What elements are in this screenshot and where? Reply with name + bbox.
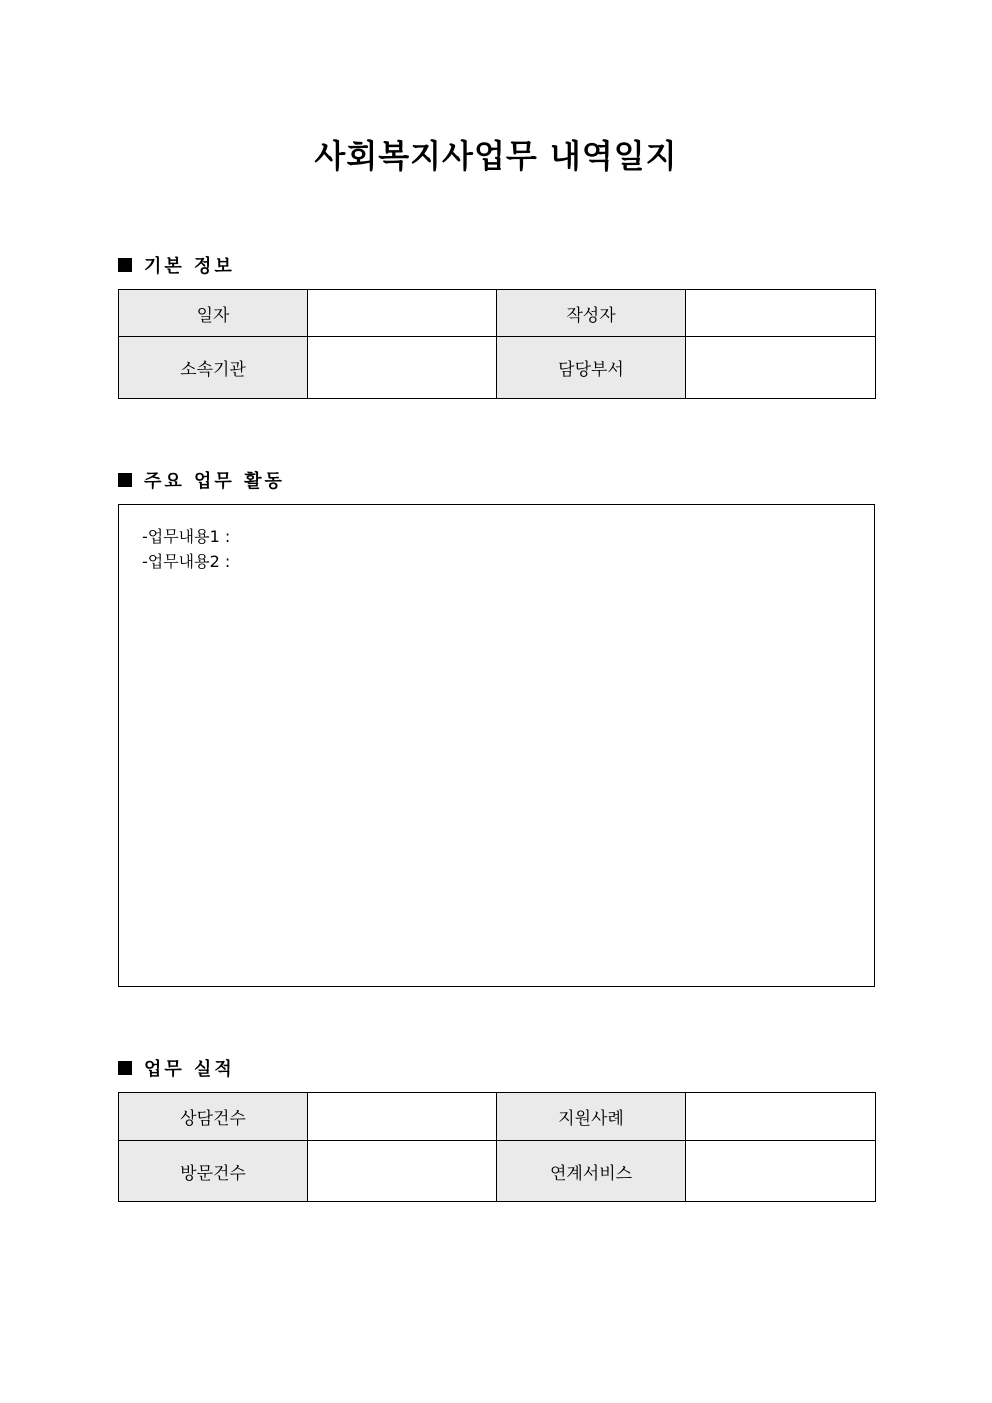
table-row: [119, 1141, 876, 1202]
organization-label: 소속기관: [119, 337, 308, 399]
consultation-count-field[interactable]: [308, 1093, 497, 1141]
square-bullet-icon: [118, 1061, 132, 1075]
section-heading-performance: [118, 1055, 235, 1081]
visit-count-field[interactable]: [308, 1141, 497, 1202]
linked-services-field[interactable]: [686, 1141, 876, 1202]
table-row: [119, 290, 876, 337]
support-cases-label: 지원사례: [497, 1093, 686, 1141]
section-heading-basic-info: [118, 252, 235, 278]
basic-info-table: [118, 289, 876, 399]
visit-count-label: 방문건수: [119, 1141, 308, 1202]
date-field[interactable]: [308, 290, 497, 337]
square-bullet-icon: [118, 473, 132, 487]
section-heading-text: 기본 정보: [144, 256, 235, 277]
table-row: [119, 1093, 876, 1141]
section-heading-text: 주요 업무 활동: [144, 471, 285, 492]
organization-field[interactable]: [308, 337, 497, 399]
date-label: 일자: [119, 290, 308, 337]
activity-line-1: -업무내용1 :: [142, 527, 231, 546]
author-field[interactable]: [686, 290, 876, 337]
support-cases-field[interactable]: [686, 1093, 876, 1141]
activity-line-2: -업무내용2 :: [142, 552, 231, 571]
consultation-count-label: 상담건수: [119, 1093, 308, 1141]
performance-table: [118, 1092, 876, 1202]
table-row: [119, 337, 876, 399]
main-activities-box[interactable]: [118, 504, 875, 987]
section-heading-text: 업무 실적: [144, 1059, 235, 1080]
page-title: 사회복지사업무 내역일지: [314, 137, 678, 175]
department-field[interactable]: [686, 337, 876, 399]
square-bullet-icon: [118, 258, 132, 272]
department-label: 담당부서: [497, 337, 686, 399]
linked-services-label: 연계서비스: [497, 1141, 686, 1202]
section-heading-main-activities: [118, 467, 285, 493]
author-label: 작성자: [497, 290, 686, 337]
